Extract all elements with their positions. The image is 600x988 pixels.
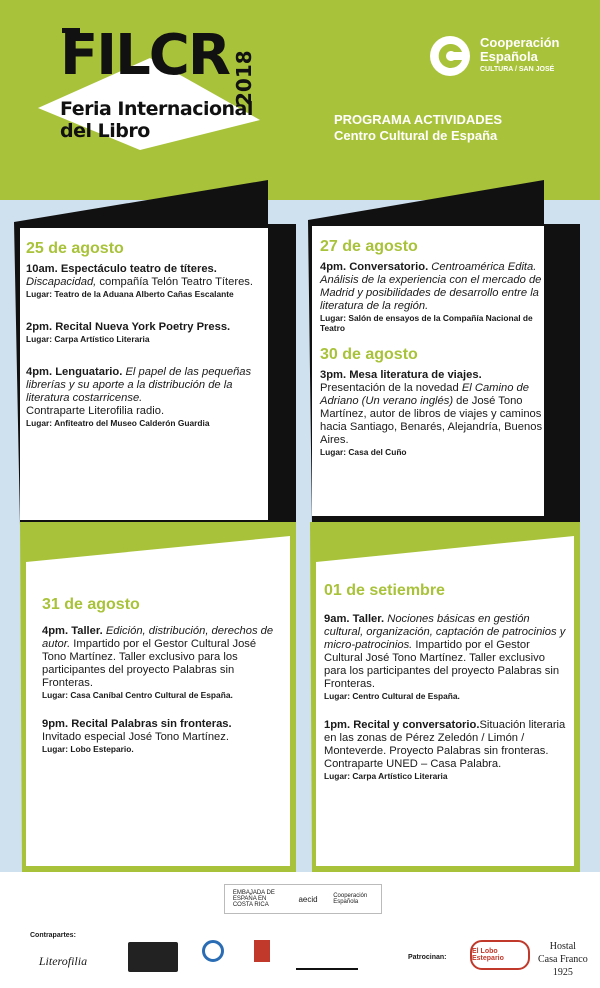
card-3-date: 31 de agosto	[42, 596, 140, 613]
card-2-event-1	[320, 261, 550, 333]
cooperacion-name	[480, 36, 559, 64]
event-title: 9am. Taller.	[324, 613, 385, 625]
event-text: Invitado especial José Tono Martínez.	[42, 731, 229, 743]
cooperacion-sub: CULTURA / SAN JOSÉ	[480, 66, 555, 73]
event-title: 4pm. Conversatorio.	[320, 261, 429, 273]
card-31-agosto	[20, 522, 300, 876]
event-italic: Edición, distribución, derechos de autor.	[42, 625, 274, 650]
contrapartes-label: Contrapartes:	[30, 932, 76, 939]
event-lugar: Lugar: Casa Caníbal Centro Cultural de España.	[42, 690, 233, 700]
event-lugar: Lugar: Lobo Estepario.	[42, 744, 134, 754]
event-italic: Discapacidad,	[26, 276, 97, 288]
card-3-event-1	[42, 625, 282, 700]
event-italic: Nociones básicas en gestión cultural, organización, captación de patrocinios y micro-patrocinios.	[324, 613, 566, 651]
card-1-event-2	[26, 321, 270, 344]
event-title: 2pm. Recital Nueva York Poetry Press.	[26, 321, 231, 333]
card-4-event-1	[324, 613, 570, 701]
event-lugar: Lugar: Carpa Artístico Literaria	[26, 334, 150, 344]
event-lugar: Lugar: Anfiteatro del Museo Calderón Guardia	[26, 418, 210, 428]
event-lugar: Lugar: Salón de ensayos de la Compañía Nacional de Teatro	[320, 313, 533, 333]
patrocinan-label: Patrocinan:	[408, 954, 447, 961]
institutional-logos	[224, 884, 382, 914]
card-4-event-2	[324, 719, 570, 781]
event-italic: El Camino de Adriano (Un verano inglés)	[320, 382, 529, 407]
hostal-casa-franco	[538, 940, 588, 979]
feria-line-1: Feria Internacional	[60, 98, 253, 120]
hostal-line-3: 1925	[552, 967, 573, 978]
event-title: 1pm. Recital y conversatorio.	[324, 719, 480, 731]
event-title: 4pm. Taller.	[42, 625, 103, 637]
event-title: 4pm. Lenguatario.	[26, 366, 123, 378]
filcr-logo-text: FILCR	[60, 23, 229, 88]
card-1-event-3	[26, 366, 270, 428]
event-text: Impartido por el Gestor Cultural José Tono Martínez. Taller exclusivo para los participantes del proyecto Palabras sin Fronteras.	[324, 639, 560, 690]
event-lugar: Lugar: Casa del Cuño	[320, 447, 407, 457]
card-27-30-agosto	[308, 180, 584, 525]
card-1-event-1	[26, 263, 270, 299]
filcr-year: 2018	[232, 50, 256, 106]
card-01-setiembre	[310, 522, 586, 876]
hostal-line-1: Hostal	[549, 941, 576, 952]
event-italic: El papel de las pequeñas librerías y su aporte a la distribución de la literatura costarricense.	[26, 366, 252, 404]
aecid-logo: aecid	[298, 894, 318, 904]
card-25-agosto	[14, 180, 300, 525]
event-title: 10am. Espectáculo teatro de títeres.	[26, 263, 217, 275]
feria-line-2: del Libro	[60, 120, 150, 142]
coop-line-1: Cooperación	[480, 35, 560, 50]
programa-title: PROGRAMA ACTIVIDADES	[334, 112, 503, 127]
literofilia-logo: Literofilia	[38, 954, 88, 968]
new-york-poetry-logo	[296, 938, 358, 970]
cooperacion-small-logo: Cooperación Española	[333, 893, 368, 905]
coop-line-2: Española	[480, 49, 538, 64]
cooperacion-logo-icon	[428, 34, 472, 78]
embajada-logo: EMBAJADA DE ESPAÑA EN COSTA RICA	[232, 890, 275, 908]
event-italic: Centroamérica Edita. Análisis de la experiencia con el mercado de Madrid y posibilidades de desarrollo entre la literatura de la región.	[320, 261, 542, 312]
event-text: Presentación de la novedad	[320, 382, 462, 394]
event-text: Impartido por el Gestor Cultural José Tono Martínez. Taller exclusivo para los participantes del proyecto Palabras sin Fronteras.	[42, 638, 257, 689]
feria-title	[60, 98, 253, 142]
card-2-date-2: 30 de agosto	[320, 346, 418, 363]
telon-logo	[254, 940, 270, 962]
hostal-line-2: Casa Franco	[538, 954, 588, 965]
card-2-event-2	[320, 369, 550, 457]
event-lugar: Lugar: Centro Cultural de España.	[324, 691, 460, 701]
event-title: 3pm. Mesa literatura de viajes.	[320, 369, 482, 381]
event-lugar: Lugar: Carpa Artístico Literaria	[324, 771, 448, 781]
event-lugar: Lugar: Teatro de la Aduana Alberto Cañas Escalante	[26, 289, 234, 299]
casa-logo	[128, 942, 178, 972]
event-text: Situación literaria en las zonas de Pérez Zeledón / Limón / Monteverde. Proyecto Palabras sin fronteras. Contraparte UNED – Casa Palabra.	[324, 719, 566, 770]
card-1-date: 25 de agosto	[26, 240, 124, 257]
uned-logo	[202, 940, 224, 962]
card-3-event-2	[42, 718, 282, 754]
card-2-date: 27 de agosto	[320, 238, 418, 255]
event-text-2: de José Tono Martínez, autor de libros de viajes y caminos hacia Santiago, Benarés, Alejandría, Buenos Aires.	[320, 395, 543, 446]
event-text: compañía Telón Teatro Títeres.	[96, 276, 253, 288]
event-title: 9pm. Recital Palabras sin fronteras.	[42, 718, 232, 730]
centro-title: Centro Cultural de España	[334, 128, 498, 143]
event-text: Contraparte Literofilia radio.	[26, 405, 165, 417]
card-4-date: 01 de setiembre	[324, 582, 445, 599]
lobo-estepario-logo: El Lobo Estepario	[470, 940, 530, 970]
